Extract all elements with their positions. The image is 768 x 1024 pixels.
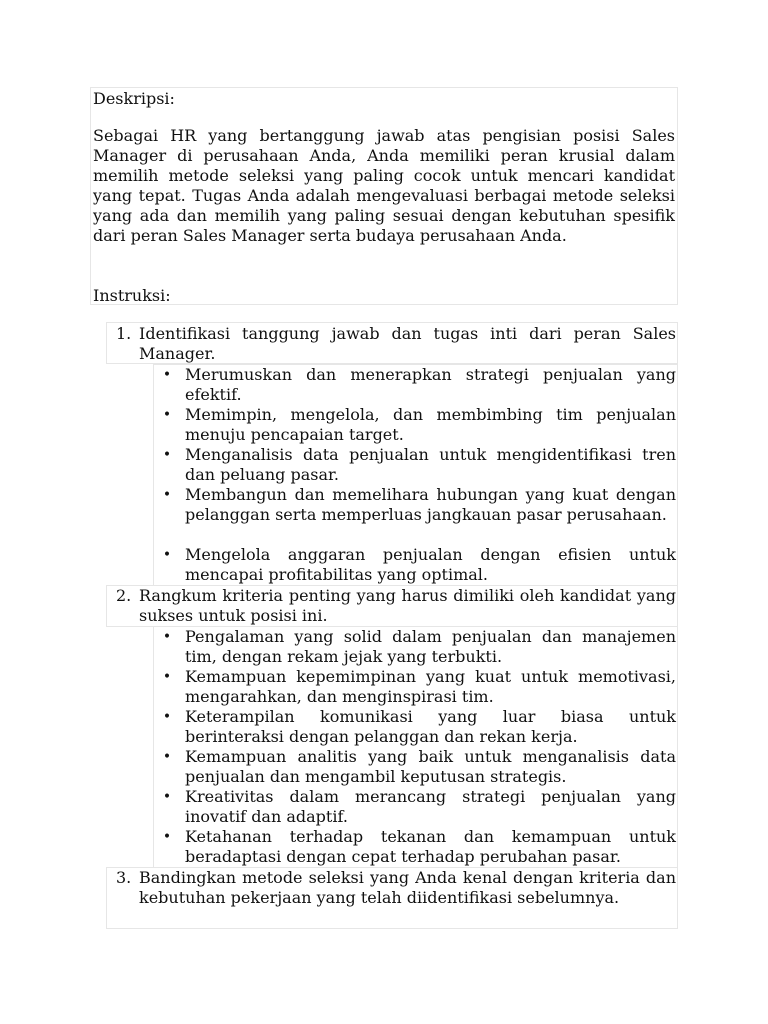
bullet-icon: • bbox=[162, 709, 172, 725]
item-text: Bandingkan metode seleksi yang Anda kenal dengan kriteria dan kebutuhan pekerjaan yang telah diidentifikasi sebelumnya. bbox=[139, 868, 676, 907]
bullet-text: Merumuskan dan menerapkan strategi penjualan yang efektif. bbox=[185, 365, 676, 404]
bullet-icon: • bbox=[162, 669, 172, 685]
bullet-icon: • bbox=[162, 547, 172, 563]
bullet-icon: • bbox=[162, 829, 172, 845]
bullet-text: Mengelola anggaran penjualan dengan efisien untuk mencapai profitabilitas yang optimal. bbox=[185, 545, 676, 584]
bullet-text: Kemampuan analitis yang baik untuk menganalisis data penjualan dan mengambil keputusan strategis. bbox=[185, 747, 676, 786]
description-label: Deskripsi: bbox=[93, 89, 175, 108]
description-body: Sebagai HR yang bertanggung jawab atas pengisian posisi Sales Manager di perusahaan Anda, Anda memiliki peran krusial dalam memilih metode seleksi yang paling cocok untuk mencari kandidat yang tepat. Tugas Anda adalah mengevaluasi berbagai metode seleksi yang ada dan memilih yang paling sesuai dengan kebutuhan spesifik dari peran Sales Manager serta budaya perusahaan Anda. bbox=[93, 126, 675, 245]
item-text: Rangkum kriteria penting yang harus dimiliki oleh kandidat yang sukses untuk posisi ini. bbox=[139, 586, 676, 625]
bullet-text: Pengalaman yang solid dalam penjualan dan manajemen tim, dengan rekam jejak yang terbukti. bbox=[185, 627, 676, 666]
item-number: 1. bbox=[116, 324, 132, 343]
bullet-text: Ketahanan terhadap tekanan dan kemampuan untuk beradaptasi dengan cepat terhadap perubahan pasar. bbox=[185, 827, 676, 866]
item-number: 2. bbox=[116, 586, 132, 605]
bullet-icon: • bbox=[162, 447, 172, 463]
bullet-icon: • bbox=[162, 789, 172, 805]
bullet-text: Keterampilan komunikasi yang luar biasa untuk berinteraksi dengan pelanggan dan rekan kerja. bbox=[185, 707, 676, 746]
bullet-icon: • bbox=[162, 749, 172, 765]
bullet-text: Memimpin, mengelola, dan membimbing tim penjualan menuju pencapaian target. bbox=[185, 405, 676, 444]
bullet-text: Kreativitas dalam merancang strategi penjualan yang inovatif dan adaptif. bbox=[185, 787, 676, 826]
bullet-icon: • bbox=[162, 367, 172, 383]
bullet-icon: • bbox=[162, 407, 172, 423]
bullet-text: Kemampuan kepemimpinan yang kuat untuk memotivasi, mengarahkan, dan menginspirasi tim. bbox=[185, 667, 676, 706]
instructions-label: Instruksi: bbox=[93, 286, 171, 305]
item-text: Identifikasi tanggung jawab dan tugas inti dari peran Sales Manager. bbox=[139, 324, 676, 363]
bullet-icon: • bbox=[162, 487, 172, 503]
item-number: 3. bbox=[116, 868, 132, 887]
bullet-text: Menganalisis data penjualan untuk mengidentifikasi tren dan peluang pasar. bbox=[185, 445, 676, 484]
bullet-icon: • bbox=[162, 629, 172, 645]
bullet-text: Membangun dan memelihara hubungan yang kuat dengan pelanggan serta memperluas jangkauan pasar perusahaan. bbox=[185, 485, 676, 524]
